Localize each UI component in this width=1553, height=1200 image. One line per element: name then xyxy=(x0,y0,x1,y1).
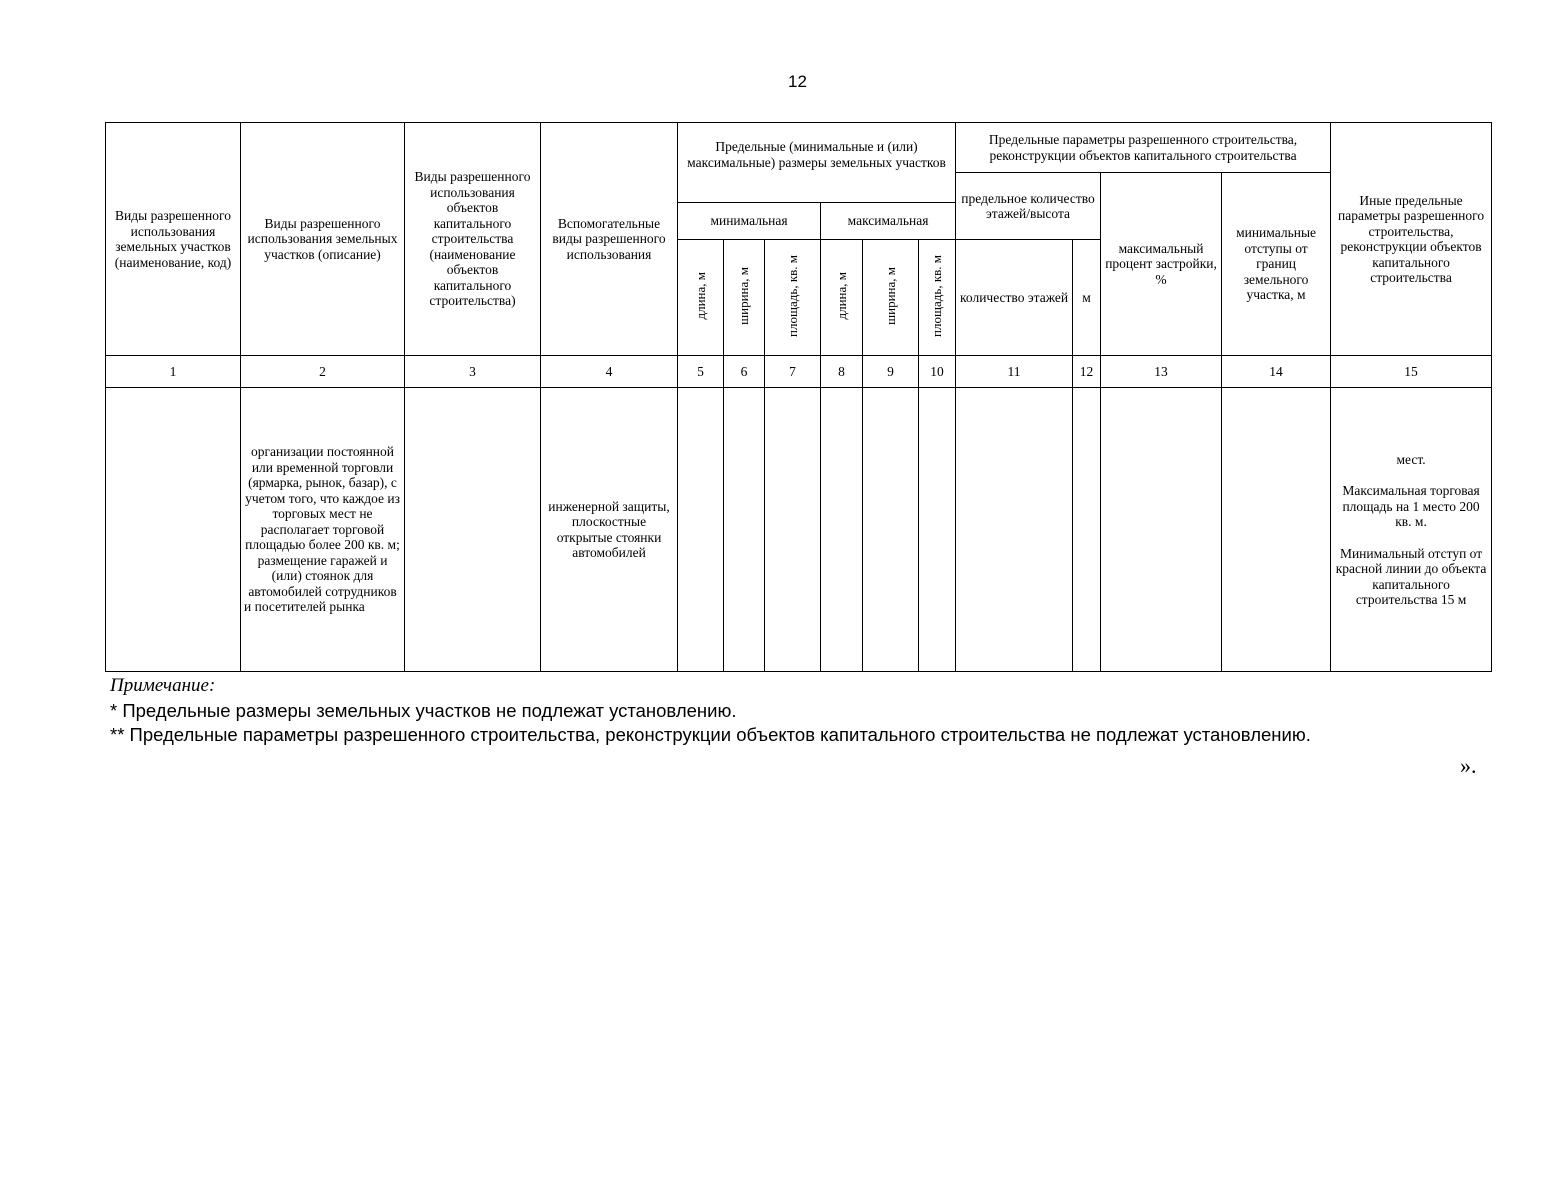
cell-c5 xyxy=(678,388,724,672)
column-number: 12 xyxy=(1073,356,1101,388)
cell-c3 xyxy=(405,388,541,672)
header-max: максимальная xyxy=(821,203,956,240)
header-c4: Вспомогательные виды разрешенного использования xyxy=(541,123,678,356)
notes-title: Примечание: xyxy=(110,675,216,696)
cell-c2: организации постоянной или временной торговли (ярмарка, рынок, базар), с учетом того, что каждое из торговых мест не располагает торговой площадью более 200 кв. м; размещение гаражей и (или) стоянок для автомобилей сотрудников и посетителей рынка xyxy=(241,388,405,672)
cell-c10 xyxy=(919,388,956,672)
closing-quote: ». xyxy=(1460,753,1477,778)
column-number: 15 xyxy=(1331,356,1492,388)
cell-c7 xyxy=(765,388,821,672)
column-number: 13 xyxy=(1101,356,1222,388)
column-number: 9 xyxy=(863,356,919,388)
cell-c1 xyxy=(106,388,241,672)
header-other: Иные предельные параметры разрешенного строительства, реконструкции объектов капитального строительства xyxy=(1331,123,1492,356)
table-row xyxy=(106,388,1492,672)
land-use-table xyxy=(105,122,1492,672)
header-max-length: длина, м xyxy=(833,271,849,320)
note-2: ** Предельные параметры разрешенного строительства, реконструкции объектов капитального строительства не подлежат установлению. xyxy=(110,724,1311,745)
column-number: 11 xyxy=(956,356,1073,388)
header-params-group: Предельные параметры разрешенного строительства, реконструкции объектов капитального строительства xyxy=(956,123,1331,173)
cell-c15-text-2: Максимальная торговая площадь на 1 место 200 кв. м. xyxy=(1342,483,1480,529)
column-number: 7 xyxy=(765,356,821,388)
cell-c8 xyxy=(821,388,863,672)
header-c3: Виды разрешенного использования объектов капитального строительства (наименование объектов капитального строительства) xyxy=(405,123,541,356)
header-min-length: длина, м xyxy=(692,271,708,320)
cell-c15-text-3: Минимальный отступ от красной линии до объекта капитального строительства 15 м xyxy=(1335,545,1487,607)
header-max-area: площадь, кв. м xyxy=(929,254,945,337)
header-floors-group: предельное количество этажей/высота xyxy=(956,173,1101,240)
column-number: 2 xyxy=(241,356,405,388)
cell-c14 xyxy=(1222,388,1331,672)
cell-c6 xyxy=(724,388,765,672)
column-number: 10 xyxy=(919,356,956,388)
header-meters: м xyxy=(1073,240,1101,356)
cell-c15-text-1: мест. xyxy=(1396,451,1426,467)
header-coverage: максимальный процент застройки, % xyxy=(1101,173,1222,356)
column-number: 6 xyxy=(724,356,765,388)
cell-c4: инженерной защиты, плоскостные открытые стоянки автомобилей xyxy=(541,388,678,672)
column-number: 4 xyxy=(541,356,678,388)
column-number: 1 xyxy=(106,356,241,388)
header-max-width: ширина, м xyxy=(882,266,898,325)
header-min-width: ширина, м xyxy=(736,266,751,325)
column-number: 5 xyxy=(678,356,724,388)
header-limits-group: Предельные (минимальные и (или) максимальные) размеры земельных участков xyxy=(678,123,956,203)
column-number: 3 xyxy=(405,356,541,388)
header-c2: Виды разрешенного использования земельных участков (описание) xyxy=(241,123,405,356)
note-1: * Предельные размеры земельных участков не подлежат установлению. xyxy=(110,700,737,721)
cell-c9 xyxy=(863,388,919,672)
header-setbacks: минимальные отступы от границ земельного участка, м xyxy=(1222,173,1331,356)
page-number: 12 xyxy=(788,72,807,91)
header-floors: количество этажей xyxy=(956,240,1073,356)
column-number: 8 xyxy=(821,356,863,388)
cell-c12 xyxy=(1073,388,1101,672)
header-c1: Виды разрешенного использования земельных участков (наименование, код) xyxy=(106,123,241,356)
header-min-area: площадь, кв. м xyxy=(784,254,800,337)
cell-c11 xyxy=(956,388,1073,672)
cell-c15 xyxy=(1331,388,1492,672)
header-min: минимальная xyxy=(678,203,821,240)
column-number: 14 xyxy=(1222,356,1331,388)
cell-c13 xyxy=(1101,388,1222,672)
